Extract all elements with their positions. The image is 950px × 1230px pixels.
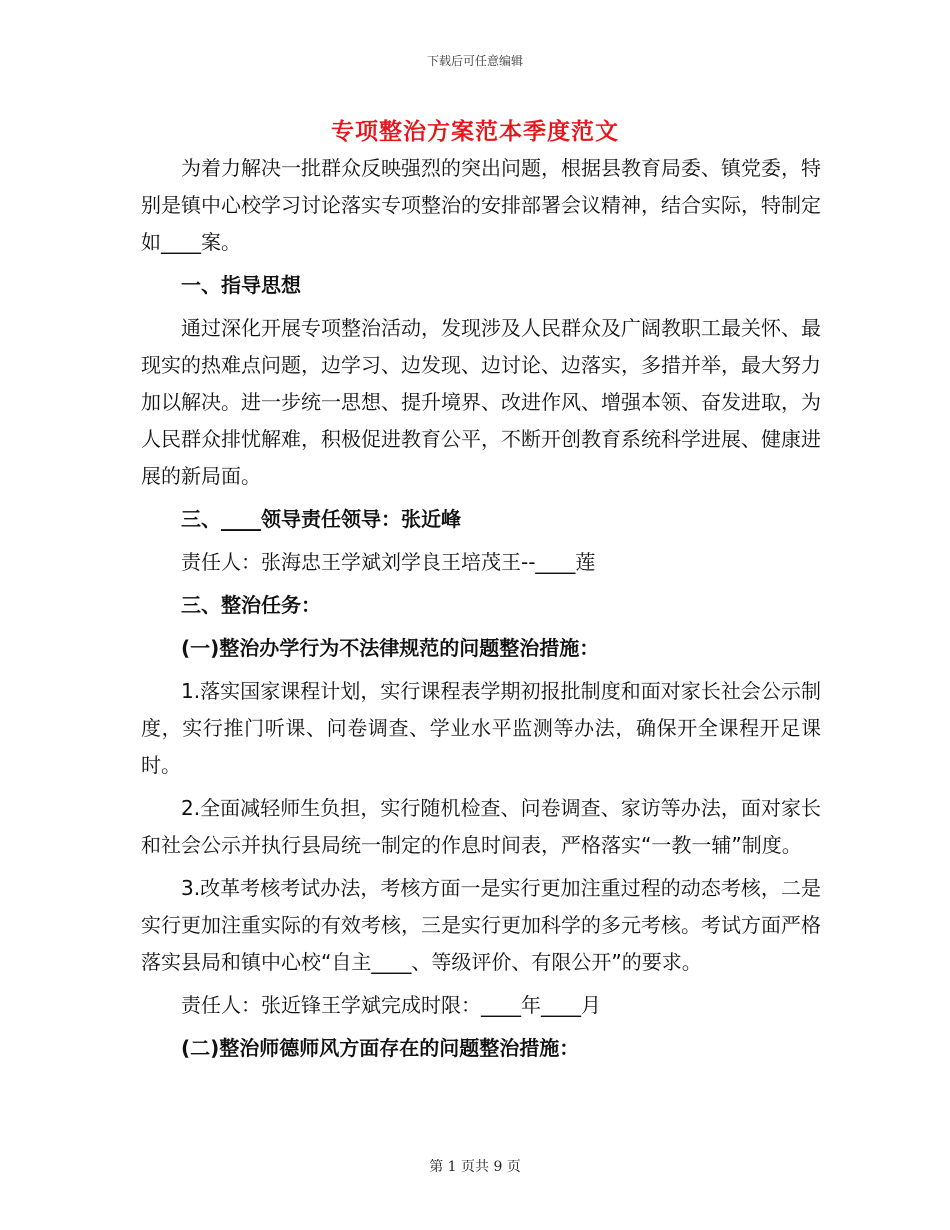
section-heading-leadership: 三、____领导责任领导：张近峰 bbox=[181, 507, 461, 531]
guiding-thought-paragraph: 通过深化开展专项整治活动，发现涉及人民群众及广阔教职工最关怀、最现实的热难点问题，边学习、边发现、边讨论、边落实，多措并举，最大努力加以解决。进一步统一思想、提升境界、改进作风、增强本领、奋发进取，为人民群众排忧解难，积极促进教育公平，不断开创教育系统科学进展、健康进展的新局面。 bbox=[141, 316, 821, 488]
document-title: 专项整治方案范本季度范文 bbox=[331, 119, 619, 145]
document-body bbox=[141, 150, 821, 1067]
responsible-persons-line: 责任人：张海忠王学斌刘学良王培茂王--____莲 bbox=[181, 550, 596, 574]
responsible-deadline-line: 责任人：张近锋王学斌完成时限：____年____月 bbox=[181, 993, 601, 1017]
subsection-heading-teacher-ethics: (二)整治师德师风方面存在的问题整治措施： bbox=[181, 1036, 580, 1060]
measure-paragraph-2: 2.全面减轻师生负担，实行随机检查、问卷调查、家访等办法，面对家长和社会公示并执行县局统一制定的作息时间表，严格落实“一教一辅”制度。 bbox=[141, 796, 821, 857]
subsection-heading-school-conduct: (一)整治办学行为不法律规范的问题整治措施： bbox=[181, 636, 600, 660]
section-heading-guiding-thought: 一、指导思想 bbox=[181, 273, 301, 297]
measure-paragraph-1: 1.落实国家课程计划，实行课程表学期初报批制度和面对家长社会公示制度，实行推门听课、问卷调查、学业水平监测等办法，确保开全课程开足课时。 bbox=[141, 679, 821, 777]
section-heading-tasks: 三、整治任务： bbox=[181, 593, 321, 617]
measure-paragraph-3: 3.改革考核考试办法，考核方面一是实行更加注重过程的动态考核，二是实行更加注重实际的有效考核，三是实行更加科学的多元考核。考试方面严格落实县局和镇中心校“自主____、等级评价、有限公开”的要求。 bbox=[141, 876, 821, 974]
intro-paragraph: 为着力解决一批群众反映强烈的突出问题，根据县教育局委、镇党委，特别是镇中心校学习讨论落实专项整治的安排部署会议精神，结合实际，特制定如____案。 bbox=[141, 156, 821, 254]
page-number: 第 1 页共 9 页 bbox=[429, 1159, 521, 1175]
header-note: 下载后可任意编辑 bbox=[426, 54, 523, 68]
